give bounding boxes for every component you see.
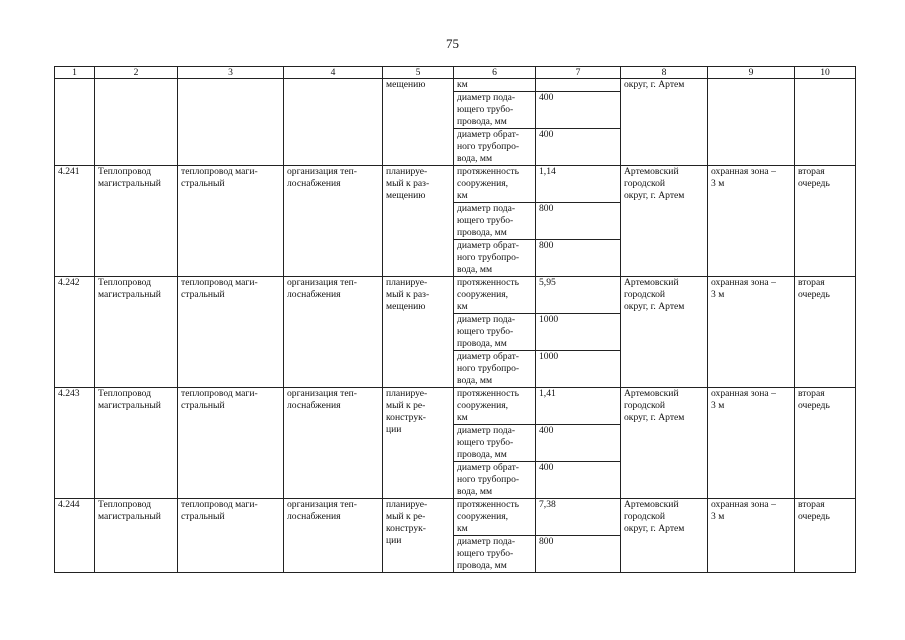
cell-stage: вторая очередь: [795, 388, 856, 499]
cell-param-value: 1,41: [536, 388, 621, 425]
cell-location: Артемовский городской округ, г. Артем: [621, 166, 708, 277]
cell-param-value: 5,95: [536, 277, 621, 314]
cell-param-name: диаметр пода- ющего трубо- провода, мм: [454, 536, 536, 573]
cell-name: Теплопровод магистральный: [95, 388, 178, 499]
col-header: 7: [536, 67, 621, 79]
cell-param-value: 7,38: [536, 499, 621, 536]
cell-param-value: 1000: [536, 351, 621, 388]
col-header: 2: [95, 67, 178, 79]
cell-param-name: диаметр обрат- ного трубопро- вода, мм: [454, 462, 536, 499]
cell-status: мещению: [383, 79, 454, 166]
cell-param-value: 400: [536, 129, 621, 166]
table-row: [55, 388, 856, 425]
cell-num: 4.241: [55, 166, 95, 277]
col-header: 5: [383, 67, 454, 79]
cell-zone: охранная зона – 3 м: [708, 277, 795, 388]
cell-param-value: 400: [536, 92, 621, 129]
cell-name: [95, 79, 178, 166]
cell-name: Теплопровод магистральный: [95, 166, 178, 277]
cell-name: Теплопровод магистральный: [95, 277, 178, 388]
cell-type: теплопровод маги- стральный: [178, 388, 284, 499]
cell-stage: [795, 79, 856, 166]
cell-name: Теплопровод магистральный: [95, 499, 178, 573]
cell-param-name: диаметр пода- ющего трубо- провода, мм: [454, 425, 536, 462]
table-row: [55, 166, 856, 203]
cell-purpose: организация теп- лоснабжения: [284, 277, 383, 388]
cell-purpose: организация теп- лоснабжения: [284, 499, 383, 573]
cell-param-value: [536, 79, 621, 92]
cell-param-name: протяженность сооружения, км: [454, 166, 536, 203]
cell-param-value: 400: [536, 462, 621, 499]
cell-param-name: диаметр пода- ющего трубо- провода, мм: [454, 314, 536, 351]
cell-status: планируе- мый к раз- мещению: [383, 166, 454, 277]
cell-param-value: 400: [536, 425, 621, 462]
cell-param-name: диаметр пода- ющего трубо- провода, мм: [454, 203, 536, 240]
cell-location: округ, г. Артем: [621, 79, 708, 166]
cell-param-name: диаметр обрат- ного трубопро- вода, мм: [454, 351, 536, 388]
cell-param-value: 800: [536, 203, 621, 240]
cell-status: планируе- мый к ре- конструк- ции: [383, 388, 454, 499]
cell-param-value: 1,14: [536, 166, 621, 203]
cell-param-name: протяженность сооружения, км: [454, 388, 536, 425]
cell-stage: вторая очередь: [795, 166, 856, 277]
cell-zone: охранная зона – 3 м: [708, 499, 795, 573]
col-header: 1: [55, 67, 95, 79]
cell-purpose: организация теп- лоснабжения: [284, 388, 383, 499]
cell-purpose: организация теп- лоснабжения: [284, 166, 383, 277]
infrastructure-table: [54, 66, 856, 573]
cell-status: планируе- мый к раз- мещению: [383, 277, 454, 388]
table-row: [55, 277, 856, 314]
cell-status: планируе- мый к ре- конструк- ции: [383, 499, 454, 573]
cell-type: теплопровод маги- стральный: [178, 166, 284, 277]
cell-param-name: протяженность сооружения, км: [454, 277, 536, 314]
cell-stage: вторая очередь: [795, 499, 856, 573]
cell-location: Артемовский городской округ, г. Артем: [621, 388, 708, 499]
cell-param-name: диаметр обрат- ного трубопро- вода, мм: [454, 240, 536, 277]
col-header: 6: [454, 67, 536, 79]
cell-num: [55, 79, 95, 166]
cell-param-name: км: [454, 79, 536, 92]
cell-param-value: 1000: [536, 314, 621, 351]
col-header: 4: [284, 67, 383, 79]
cell-location: Артемовский городской округ, г. Артем: [621, 499, 708, 573]
cell-stage: вторая очередь: [795, 277, 856, 388]
cell-param-name: протяженность сооружения, км: [454, 499, 536, 536]
col-header: 3: [178, 67, 284, 79]
col-header: 8: [621, 67, 708, 79]
table-header-row: [55, 67, 856, 79]
cell-type: теплопровод маги- стральный: [178, 277, 284, 388]
cell-type: теплопровод маги- стральный: [178, 499, 284, 573]
cell-param-value: 800: [536, 536, 621, 573]
cell-num: 4.242: [55, 277, 95, 388]
cell-param-name: диаметр пода- ющего трубо- провода, мм: [454, 92, 536, 129]
cell-purpose: [284, 79, 383, 166]
page-number: 75: [446, 36, 459, 51]
cell-param-value: 800: [536, 240, 621, 277]
cell-location: Артемовский городской округ, г. Артем: [621, 277, 708, 388]
cell-num: 4.243: [55, 388, 95, 499]
cell-zone: охранная зона – 3 м: [708, 388, 795, 499]
cell-type: [178, 79, 284, 166]
cell-zone: охранная зона – 3 м: [708, 166, 795, 277]
col-header: 10: [795, 67, 856, 79]
cell-zone: [708, 79, 795, 166]
col-header: 9: [708, 67, 795, 79]
cell-param-name: диаметр обрат- ного трубопро- вода, мм: [454, 129, 536, 166]
table-row: [55, 499, 856, 536]
cell-num: 4.244: [55, 499, 95, 573]
table-row: [55, 79, 856, 92]
